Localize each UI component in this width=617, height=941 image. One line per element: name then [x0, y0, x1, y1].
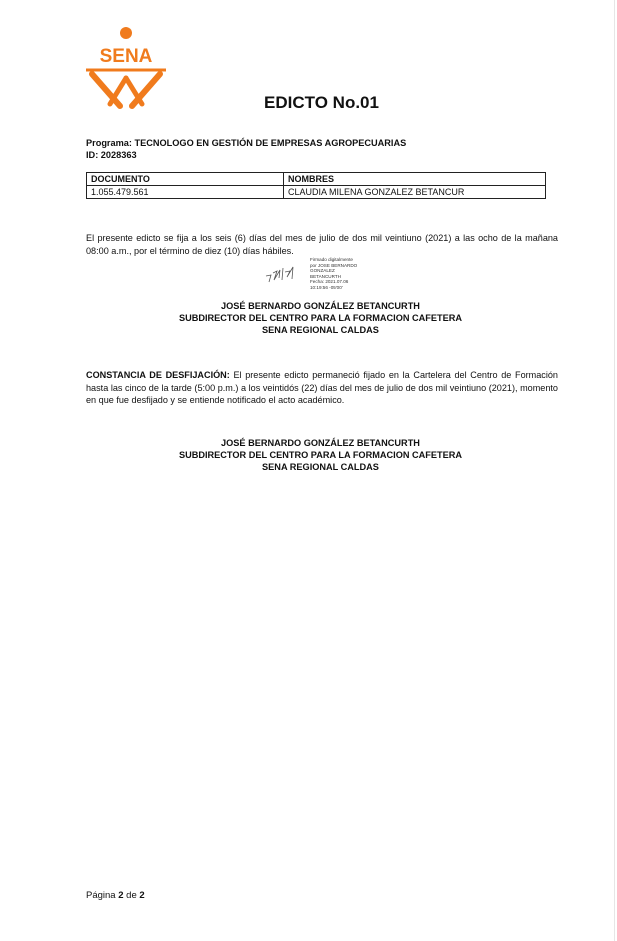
program-info: [86, 137, 406, 161]
signer-role: SUBDIRECTOR DEL CENTRO PARA LA FORMACION CAFETERA: [178, 450, 463, 460]
page-footer: Página 2 de 2: [86, 890, 145, 901]
cell-nombres: CLAUDIA MILENA GONZALEZ BETANCUR: [284, 186, 546, 199]
unfixing-paragraph: [86, 369, 558, 407]
header-documento: DOCUMENTO: [87, 173, 284, 186]
logo-text: SENA: [99, 46, 153, 67]
table-header-row: [87, 173, 546, 186]
digital-signature-note: Firmado digitalmente por JOSE BERNARDO GONZALEZ BETANCURTH Fecha: 2021.07.06 10:19:56 -05'00': [310, 257, 358, 290]
unfixing-label: CONSTANCIA DE DESFIJACIÓN:: [86, 370, 230, 380]
signer-org: SENA REGIONAL CALDAS: [262, 462, 379, 472]
signer-name: JOSÉ BERNARDO GONZÁLEZ BETANCURTH: [221, 438, 420, 448]
student-table: [86, 172, 546, 199]
unfixing-text: El presente edicto permaneció fijado en la Cartelera del Centro de Formación hasta las cinco de la tarde (5:00 p.m.) a los veintidós (22) días del mes de julio de dos mil veintiuno (2021), momento en que fue desfijado y se entiende notificado el acto académico.: [86, 370, 558, 405]
signer-role: SUBDIRECTOR DEL CENTRO PARA LA FORMACION CAFETERA: [178, 313, 463, 323]
fixing-paragraph: El presente edicto se fija a los seis (6) días del mes de julio de dos mil veintiuno (2021) a las ocho de la mañana 08:00 a.m., por el término de diez (10) días hábiles.: [86, 233, 558, 256]
total-pages: 2: [139, 890, 145, 901]
cell-documento: 1.055.479.561: [87, 186, 284, 199]
signer-block-2: [0, 437, 617, 473]
handwritten-signature: [263, 262, 303, 286]
table-row: [87, 186, 546, 199]
edict-title: EDICTO No.01: [264, 93, 379, 112]
header-nombres: NOMBRES: [284, 173, 546, 186]
signer-org: SENA REGIONAL CALDAS: [262, 325, 379, 335]
program-name: Programa: TECNOLOGO EN GESTIÓN DE EMPRESAS AGROPECUARIAS: [86, 138, 407, 148]
program-id: ID: 2028363: [86, 150, 137, 160]
signer-block-1: [0, 300, 617, 336]
signer-name: JOSÉ BERNARDO GONZÁLEZ BETANCURTH: [221, 301, 420, 311]
current-page: 2: [118, 890, 124, 901]
